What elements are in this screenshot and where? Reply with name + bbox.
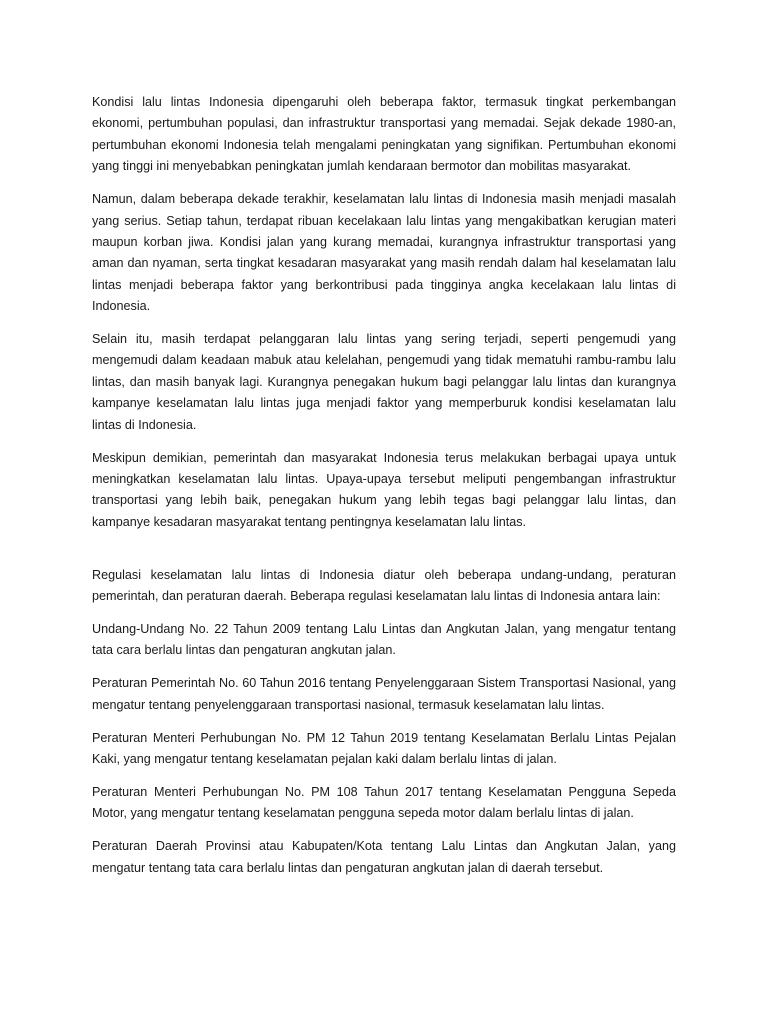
paragraph: Kondisi lalu lintas Indonesia dipengaruhi oleh beberapa faktor, termasuk tingkat perkembangan ekonomi, pertumbuhan populasi, dan infrastruktur transportasi yang memadai. Sejak dekade 1980-an, pertumbuhan ekonomi Indonesia telah mengalami peningkatan yang signifikan. Pertumbuhan ekonomi yang tinggi ini menyebabkan peningkatan jumlah kendaraan bermotor dan mobilitas masyarakat. [92,95,676,174]
regulation-item: Peraturan Menteri Perhubungan No. PM 12 Tahun 2019 tentang Keselamatan Berlalu Lintas Pejalan Kaki, yang mengatur tentang keselamatan pejalan kaki dalam berlalu lintas di jalan. [92,730,676,767]
regulation-item: Peraturan Menteri Perhubungan No. PM 108 Tahun 2017 tentang Keselamatan Pengguna Sepeda Motor, yang mengatur tentang keselamatan pengguna sepeda motor dalam berlalu lintas di jalan. [92,784,676,821]
section-traffic-conditions [92,92,676,533]
regulation-item: Peraturan Pemerintah No. 60 Tahun 2016 tentang Penyelenggaraan Sistem Transportasi Nasional, yang mengatur tentang penyelenggaraan transportasi nasional, termasuk keselamatan lalu lintas. [92,676,676,712]
paragraph: Selain itu, masih terdapat pelanggaran lalu lintas yang sering terjadi, seperti pengemudi yang mengemudi dalam keadaan mabuk atau kelelahan, pengemudi yang tidak mematuhi rambu-rambu lalu lintas, dan masih banyak lagi. Kurangnya penegakan hukum bagi pelanggar lalu lintas dan kurangnya kampanye keselamatan lalu lintas juga menjadi faktor yang memperburuk kondisi keselamatan lalu lintas di Indonesia. [92,332,676,432]
regulation-item: Peraturan Daerah Provinsi atau Kabupaten/Kota tentang Lalu Lintas dan Angkutan Jalan, yang mengatur tentang tata cara berlalu lintas dan pengaturan angkutan jalan di daerah tersebut. [92,839,676,875]
paragraph: Namun, dalam beberapa dekade terakhir, keselamatan lalu lintas di Indonesia masih menjadi masalah yang serius. Setiap tahun, terdapat ribuan kecelakaan lalu lintas yang mengakibatkan kerugian materi maupun korban jiwa. Kondisi jalan yang kurang memadai, kurangnya infrastruktur transportasi yang aman dan nyaman, serta tingkat kesadaran masyarakat yang masih rendah dalam hal keselamatan lalu lintas menjadi beberapa faktor yang berkontribusi pada tingginya angka kecelakaan lalu lintas di Indonesia. [92,192,676,314]
regulation-item: Undang-Undang No. 22 Tahun 2009 tentang Lalu Lintas dan Angkutan Jalan, yang mengatur tentang tata cara berlalu lintas dan pengaturan angkutan jalan. [92,622,676,658]
section-traffic-regulations [92,565,676,879]
paragraph: Regulasi keselamatan lalu lintas di Indonesia diatur oleh beberapa undang-undang, peraturan pemerintah, dan peraturan daerah. Beberapa regulasi keselamatan lalu lintas di Indonesia antara lain: [92,567,676,604]
section-spacer [92,545,676,565]
document-page [92,92,676,891]
paragraph: Meskipun demikian, pemerintah dan masyarakat Indonesia terus melakukan berbagai upaya untuk meningkatkan keselamatan lalu lintas. Upaya-upaya tersebut meliputi pengembangan infrastruktur transportasi yang lebih baik, penegakan hukum yang lebih tegas bagi pelanggar lalu lintas, dan kampanye kesadaran masyarakat tentang pentingnya keselamatan lalu lintas. [92,450,676,529]
